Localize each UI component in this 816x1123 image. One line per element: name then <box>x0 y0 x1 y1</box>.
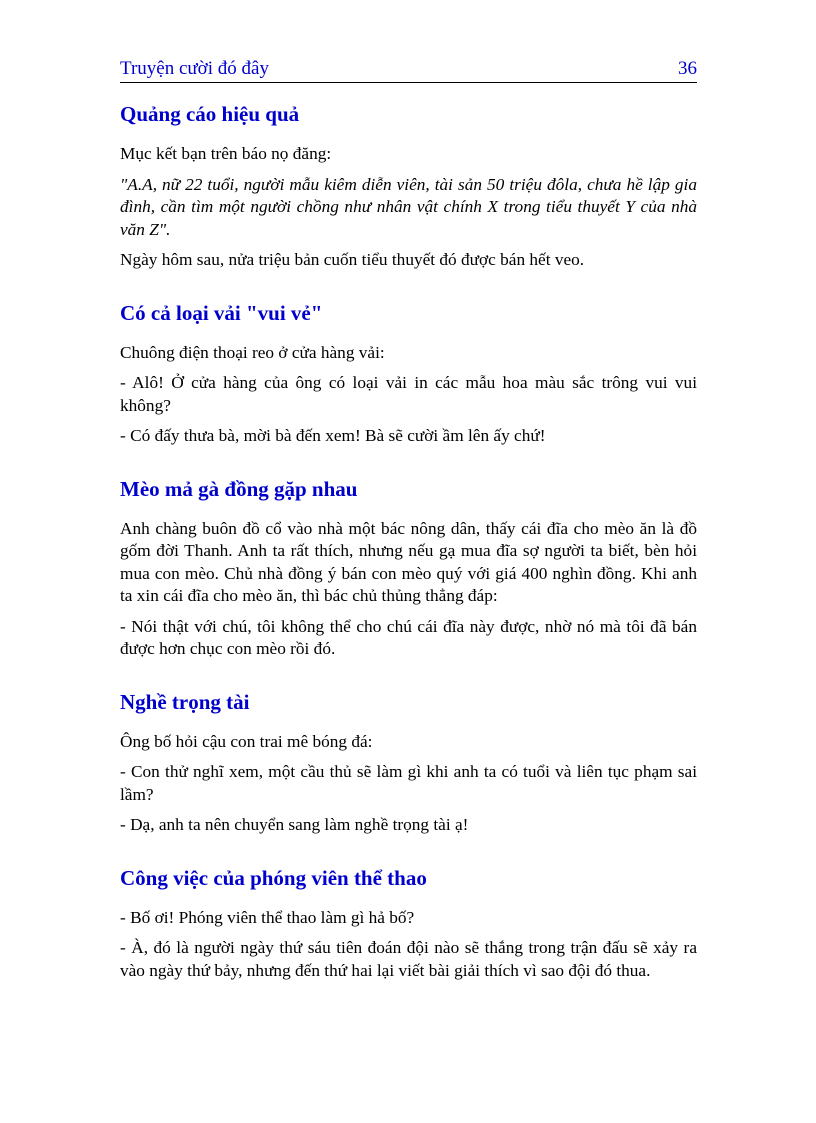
paragraph: - Bố ơi! Phóng viên thể thao làm gì hả bố? <box>120 907 415 927</box>
paragraph: Anh chàng buôn đồ cổ vào nhà một bác nông dân, thấy cái đĩa cho mèo ăn là đồ gốm đời Thanh. Anh ta rất thích, nhưng nếu gạ mua đĩa sợ người ta biết, bèn hỏi mua con mèo. Chủ nhà đồng ý bán con mèo quý với giá 400 nghìn đồng. Khi anh ta xin cái đĩa cho mèo ăn, thì bác chủ thủng thẳng đáp: <box>120 518 697 605</box>
paragraph: - À, đó là người ngày thứ sáu tiên đoán đội nào sẽ thắng trong trận đấu sẽ xảy ra vào ngày thứ bảy, nhưng đến thứ hai lại viết bài giải thích vì sao đội đó thua. <box>120 938 697 980</box>
paragraph: - Alô! Ở cửa hàng của ông có loại vải in các mẫu hoa màu sắc trông vui vui không? <box>120 373 697 415</box>
section-title: Có cả loại vải "vui vẻ" <box>120 300 323 325</box>
paragraph: - Dạ, anh ta nên chuyển sang làm nghề trọng tài ạ! <box>120 815 469 834</box>
section-title: Mèo mả gà đồng gặp nhau <box>120 476 358 501</box>
running-title: Truyện cười đó đây <box>120 58 269 79</box>
quoted-ad-paragraph: "A.A, nữ 22 tuổi, người mẫu kiêm diễn viên, tài sản 50 triệu đôla, chưa hề lập gia đình, cần tìm một người chồng như nhân vật chính X trong tiểu thuyết Y của nhà văn Z". <box>120 174 697 239</box>
paragraph: Mục kết bạn trên báo nọ đăng: <box>120 144 332 163</box>
paragraph: Ngày hôm sau, nửa triệu bản cuốn tiểu thuyết đó được bán hết veo. <box>120 250 585 269</box>
page-number: 36 <box>678 58 697 79</box>
document-page <box>120 58 697 990</box>
paragraph: Ông bố hỏi cậu con trai mê bóng đá: <box>120 731 373 751</box>
paragraph: - Nói thật với chú, tôi không thể cho chú cái đĩa này được, nhờ nó mà tôi đã bán được hơn chục con mèo rồi đó. <box>120 616 697 658</box>
section-title: Công việc của phóng viên thể thao <box>120 865 427 890</box>
paragraph: Chuông điện thoại reo ở cửa hàng vải: <box>120 342 385 362</box>
paragraph: - Con thử nghĩ xem, một cầu thủ sẽ làm gì khi anh ta có tuổi và liên tục phạm sai lầm? <box>120 762 697 804</box>
section-title: Nghề trọng tài <box>120 689 250 714</box>
paragraph: - Có đấy thưa bà, mời bà đến xem! Bà sẽ cười ầm lên ấy chứ! <box>120 426 546 445</box>
section-title: Quảng cáo hiệu quả <box>120 102 300 126</box>
page-header <box>120 58 697 83</box>
